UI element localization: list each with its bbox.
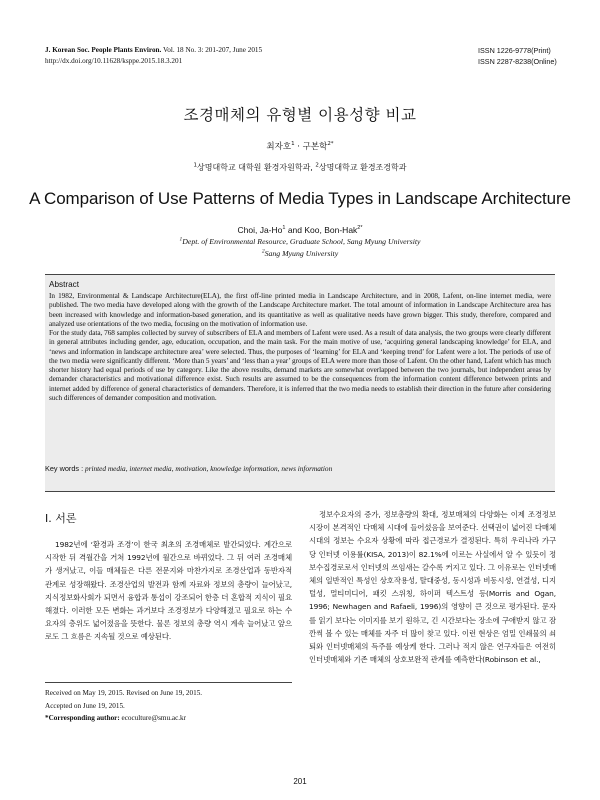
author-2-kr-sup: 2*	[327, 141, 334, 148]
authors-english	[0, 225, 600, 235]
section-heading: Ⅰ. 서론	[45, 512, 77, 525]
doi-link[interactable]: http://dx.doi.org/10.11628/ksppe.2015.18.3.201	[45, 57, 183, 65]
journal-volume: Vol. 18 No. 3: 201-207, June 2015	[163, 46, 263, 54]
author-separator: ·	[297, 142, 300, 152]
aff-kr-sup-1: 1	[193, 162, 198, 169]
title-english: A Comparison of Use Patterns of Media Types in Landscape Architecture	[29, 189, 571, 208]
aff-en-sup-1: 1	[179, 236, 183, 243]
issn-block	[478, 45, 557, 67]
aff-kr-1: 상명대학교 대학원 환경자원학과,	[197, 163, 313, 172]
author-1-kr-sup: 1	[291, 141, 295, 148]
page-number: 201	[293, 777, 307, 786]
keywords	[45, 464, 555, 473]
affiliations-korean	[0, 162, 600, 173]
intro-paragraph-right: 정보수요자의 증가, 정보총량의 확대, 정보매체의 다양화는 이제 조경정보시장이 본격적인 다매체 시대에 들어섰음을 보여준다. 선택권이 넓어진 다매체 시대의 정보는 수요자 상황에 따라 접근경로가 결정된다. 특히 우리나라 가구당 인터넷 이용률(KISA, 2013)이 82.1%에 이르는 사실에서 알 수 있듯이 정보수집경로로서 인터넷의 쓰임새는 갈수록 커지고 있다. 그 이유로는 인터넷매체의 일반적인 특성인 상호작용성, 탈대중성, 동시성과 비동시성, 연결성, 디지털성, 멀티미디어, 패킷 스위칭, 하이퍼 텍스트성 등(Morris and Ogan, 1996; Newhagen and Rafaeli, 1996)의 영향이 큰 것으로 평가된다. 문자를 읽기 보다는 이미지를 보기 원하고, 긴 시간보다는 장소에 구애받지 않고 잠깐씩 볼 수 있는 매체를 자주 더 많이 찾고 있다. 이런 현상은 엄밀 인쇄물의 쇠퇴와 인터넷매체의 득주를 예상케 한다. 그러나 적지 않은 연구자들은 여전히 인터넷매체와 기존 매체의 상호보완적 관계를 예측한다(Robinson et al.,	[309, 510, 556, 665]
keywords-label: Key words :	[45, 464, 84, 473]
corresponding-label: *Corresponding author:	[45, 714, 120, 722]
abstract-title: Abstract	[49, 280, 80, 289]
authors-korean	[0, 140, 600, 152]
journal-header	[45, 45, 262, 67]
abstract-box	[45, 274, 555, 492]
author-1-en-sup: 1	[282, 225, 286, 232]
aff-en-sup-2: 2	[261, 248, 265, 255]
author-2-en: Koo, Bon-Hak	[304, 225, 358, 235]
author-and: and	[287, 225, 302, 235]
title-korean: 조경매체의 유형별 이용성향 비교	[183, 106, 417, 124]
accepted-date: Accepted on June 19, 2015.	[45, 701, 125, 710]
aff-en-1: Dept. of Environmental Resource, Graduate School, Sang Myung University	[182, 237, 421, 246]
footnotes	[45, 687, 292, 725]
aff-kr-sup-2: 2	[315, 162, 319, 169]
received-date: Received on May 19, 2015. Revised on June 19, 2015.	[45, 689, 203, 697]
intro-paragraph-left: 1982년에 ‘환경과 조경’이 한국 최초의 조경매체로 발간되었다. 계간으로 시작한 뒤 격월간을 거쳐 1992년에 월간으로 바뀌었다. 그 뒤 여러 조경매체가 생겨났고, 이들 매체들은 다른 전문지와 마찬가지로 조경산업과 동반자적 관계로 성장해왔다. 조경산업의 발전과 함께 자료와 정보의 총량이 늘어났고, 지식정보화사회가 되면서 융합과 통섭이 강조되어 한층 더 혼합적 지식이 필요해졌다. 이러한 모든 변화는 과거보다 조경정보가 다양해졌고 필요로 하는 수요자의 층위도 넓어졌음을 뜻한다. 물론 정보의 총량 역시 계속 늘어났고 앞으로도 그 흐름은 지속될 것으로 예상된다.	[45, 540, 292, 642]
column-right	[309, 508, 556, 666]
keywords-text: printed media, internet media, motivation, knowledge information, news information	[84, 464, 333, 473]
aff-kr-2: 상명대학교 환경조경학과	[318, 163, 407, 172]
author-2-en-sup: 2*	[357, 225, 363, 232]
issn-online: ISSN 2287-8238(Online)	[478, 57, 557, 66]
aff-en-2: Sang Myung University	[264, 249, 339, 258]
abstract-paragraph-2: For the study data, 768 samples collected by survey of subscribers of ELA and members of Lafent were used. As a result of data analysis, the two groups were clearly different in general attributes including gender, age, education, occupation, and the main task. For the main motive of use, ‘acquiring general landscaping knowledge’ for ELA, and ‘news and information in landscape architecture area’ were selected. Thus, the purposes of ‘learning’ for ELA and ‘keeping trend’ for Lafent were a lot. The periods of use of the two media were significantly different. ‘More than 5 years’ and ‘less than a year’ groups of ELA were more than those of Lafent. On the other hand, Lafent which has much shorter history had equal periods of use by category. Like the above results, demand markets are somewhat overlapped between the two journals, but independent areas by demander characteristics and motivational difference exist. Such results are assumed to be the consequences from the information content difference between prints and internet added by difference of general characteristics of demanders. Therefore, it is inferred that the two media needs to establish their direction in the future after considering such differences of demander composition and motivation.	[49, 329, 551, 402]
column-left	[45, 510, 292, 644]
author-1-en: Choi, Ja-Ho	[237, 225, 283, 235]
journal-name: J. Korean Soc. People Plants Environ.	[45, 46, 162, 54]
author-1-kr: 최자호	[266, 142, 292, 152]
issn-print: ISSN 1226-9778(Print)	[478, 46, 551, 55]
affiliations-english	[0, 236, 600, 260]
footnote-divider	[45, 682, 292, 683]
author-2-kr: 구본학	[302, 142, 328, 152]
abstract-paragraph-1: In 1982, Environmental & Landscape Architecture(ELA), the first off-line printed media in Landscape Architecture, and in 2008, Lafent, on-line internet media, were published. The two media have developed along with the growth of the Landscape Architecture market. The total amount of information in Landscape Architecture area has been increased with knowledge and information-based generation, and its quantitative as well as qualitative needs have grown bigger. This study, therefore, compared and analyzed use orientations of the two media, focusing on the motivation of information use.	[49, 292, 551, 328]
corresponding-email[interactable]: ecoculture@smu.ac.kr	[121, 714, 187, 722]
